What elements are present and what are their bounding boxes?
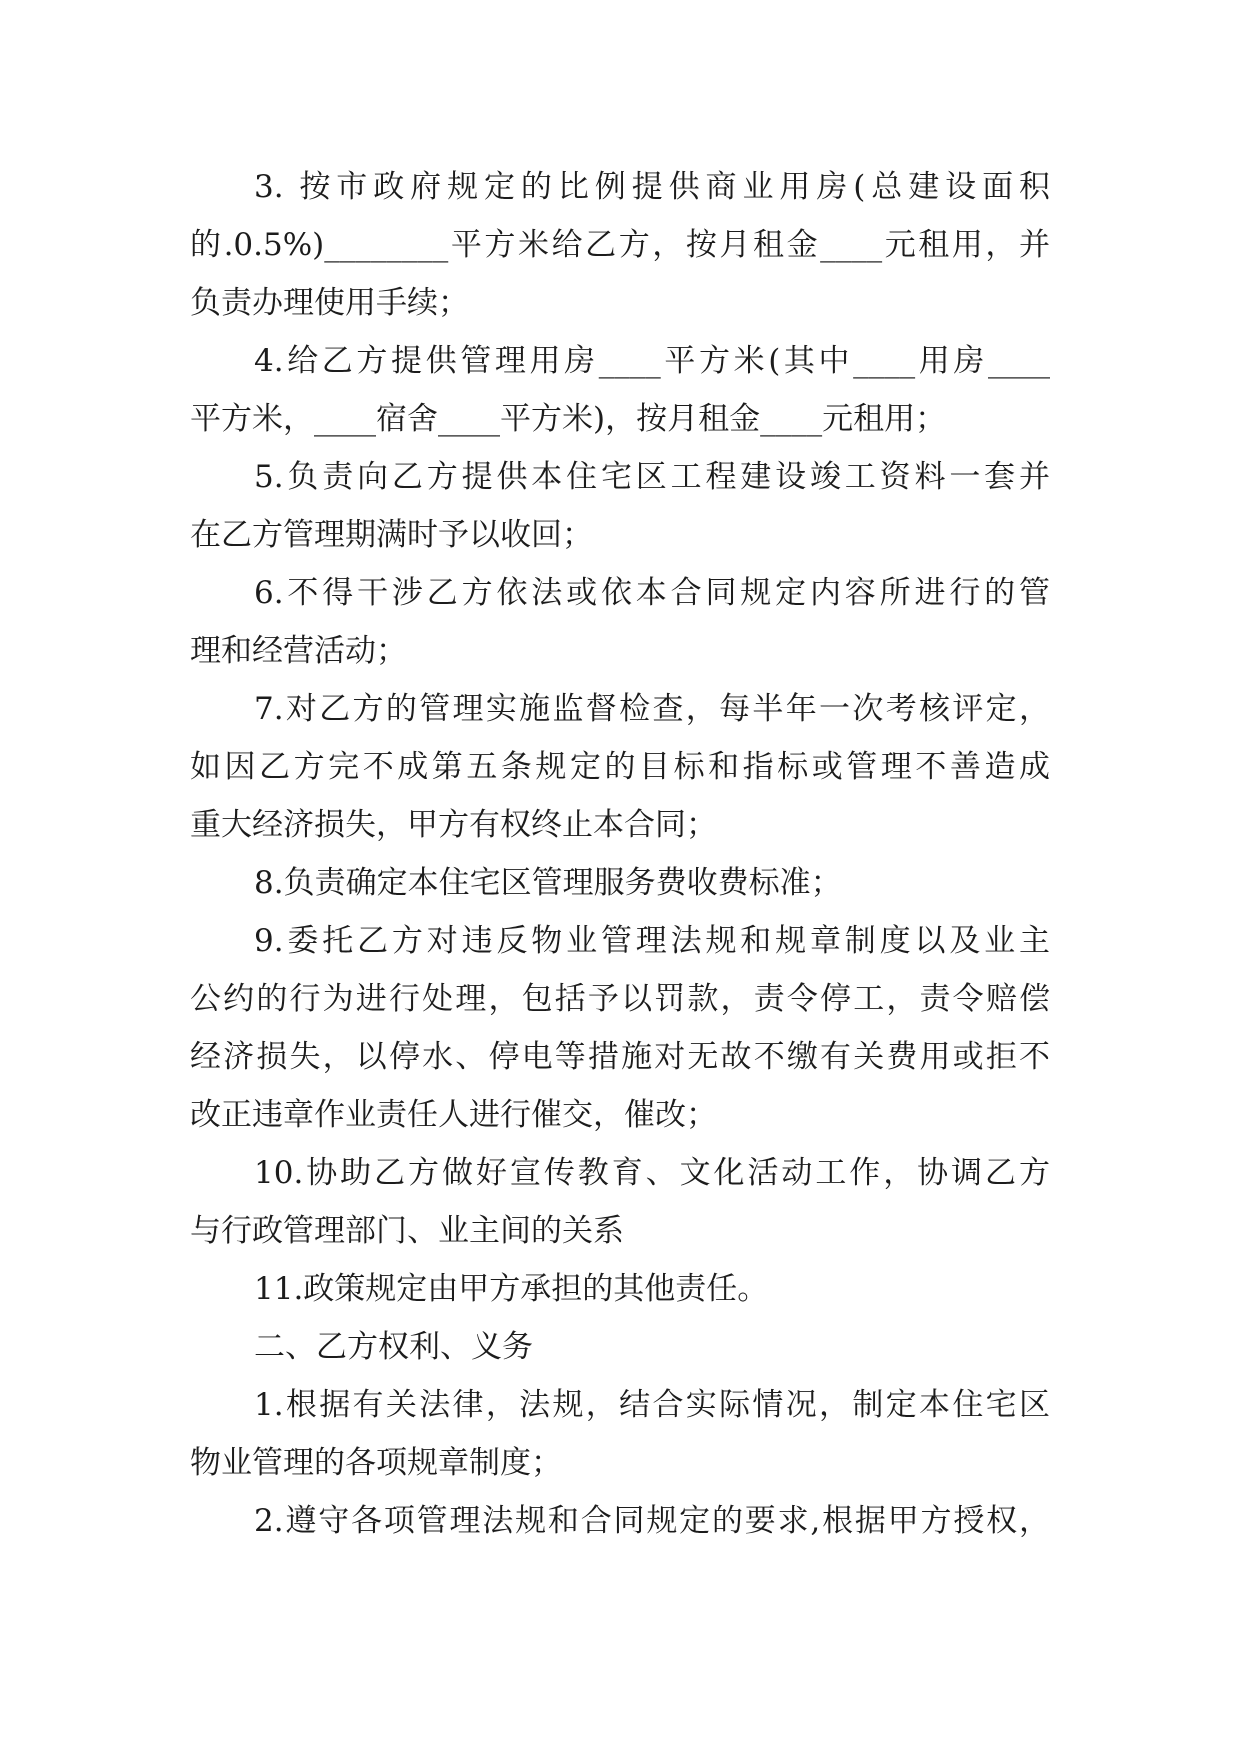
clause-a7-line-3: 重大经济损失，甲方有权终止本合同； — [190, 807, 717, 843]
clause-a9-line-1: 9.委托乙方对违反物业管理法规和规章制度以及业主 — [254, 923, 1050, 959]
clause-b1-line-1: 1.根据有关法律，法规，结合实际情况，制定本住宅区 — [254, 1387, 1050, 1423]
clause-a3-line-2: 的.0.5%)________平方米给乙方，按月租金____元租用，并 — [190, 227, 1050, 263]
clause-a5-line-1: 5.负责向乙方提供本住宅区工程建设竣工资料一套并 — [254, 459, 1050, 495]
section-heading-b: 二、乙方权利、义务 — [254, 1329, 533, 1365]
clause-a9-line-4: 改正违章作业责任人进行催交，催改； — [190, 1097, 717, 1133]
clause-a8-line-1: 8.负责确定本住宅区管理服务费收费标准； — [254, 865, 842, 901]
clause-a7-line-1: 7.对乙方的管理实施监督检查，每半年一次考核评定， — [254, 691, 1050, 727]
clause-a7-line-2: 如因乙方完不成第五条规定的目标和指标或管理不善造成 — [190, 749, 1050, 785]
clause-a3-line-1: 3. 按市政府规定的比例提供商业用房(总建设面积 — [254, 169, 1050, 205]
clause-a9-line-2: 公约的行为进行处理，包括予以罚款，责令停工，责令赔偿 — [190, 981, 1050, 1017]
clause-b1-line-2: 物业管理的各项规章制度； — [190, 1445, 562, 1481]
clause-a10-line-2: 与行政管理部门、业主间的关系 — [190, 1213, 624, 1249]
clause-a3-line-3: 负责办理使用手续； — [190, 285, 469, 321]
clause-a4-line-2: 平方米，____宿舍____平方米)，按月租金____元租用； — [190, 401, 947, 437]
clause-a5-line-2: 在乙方管理期满时予以收回； — [190, 517, 593, 553]
clause-a4-line-1: 4.给乙方提供管理用房____平方米(其中____用房____ — [254, 343, 1050, 379]
document-body — [190, 158, 1050, 1550]
clause-a6-line-1: 6.不得干涉乙方依法或依本合同规定内容所进行的管 — [254, 575, 1050, 611]
clause-a11-line-1: 11.政策规定由甲方承担的其他责任。 — [254, 1271, 769, 1307]
clause-a6-line-2: 理和经营活动； — [190, 633, 407, 669]
clause-a10-line-1: 10.协助乙方做好宣传教育、文化活动工作，协调乙方 — [254, 1155, 1050, 1191]
clause-a9-line-3: 经济损失，以停水、停电等措施对无故不缴有关费用或拒不 — [190, 1039, 1050, 1075]
clause-b2-line-1: 2.遵守各项管理法规和合同规定的要求,根据甲方授权， — [254, 1503, 1050, 1539]
